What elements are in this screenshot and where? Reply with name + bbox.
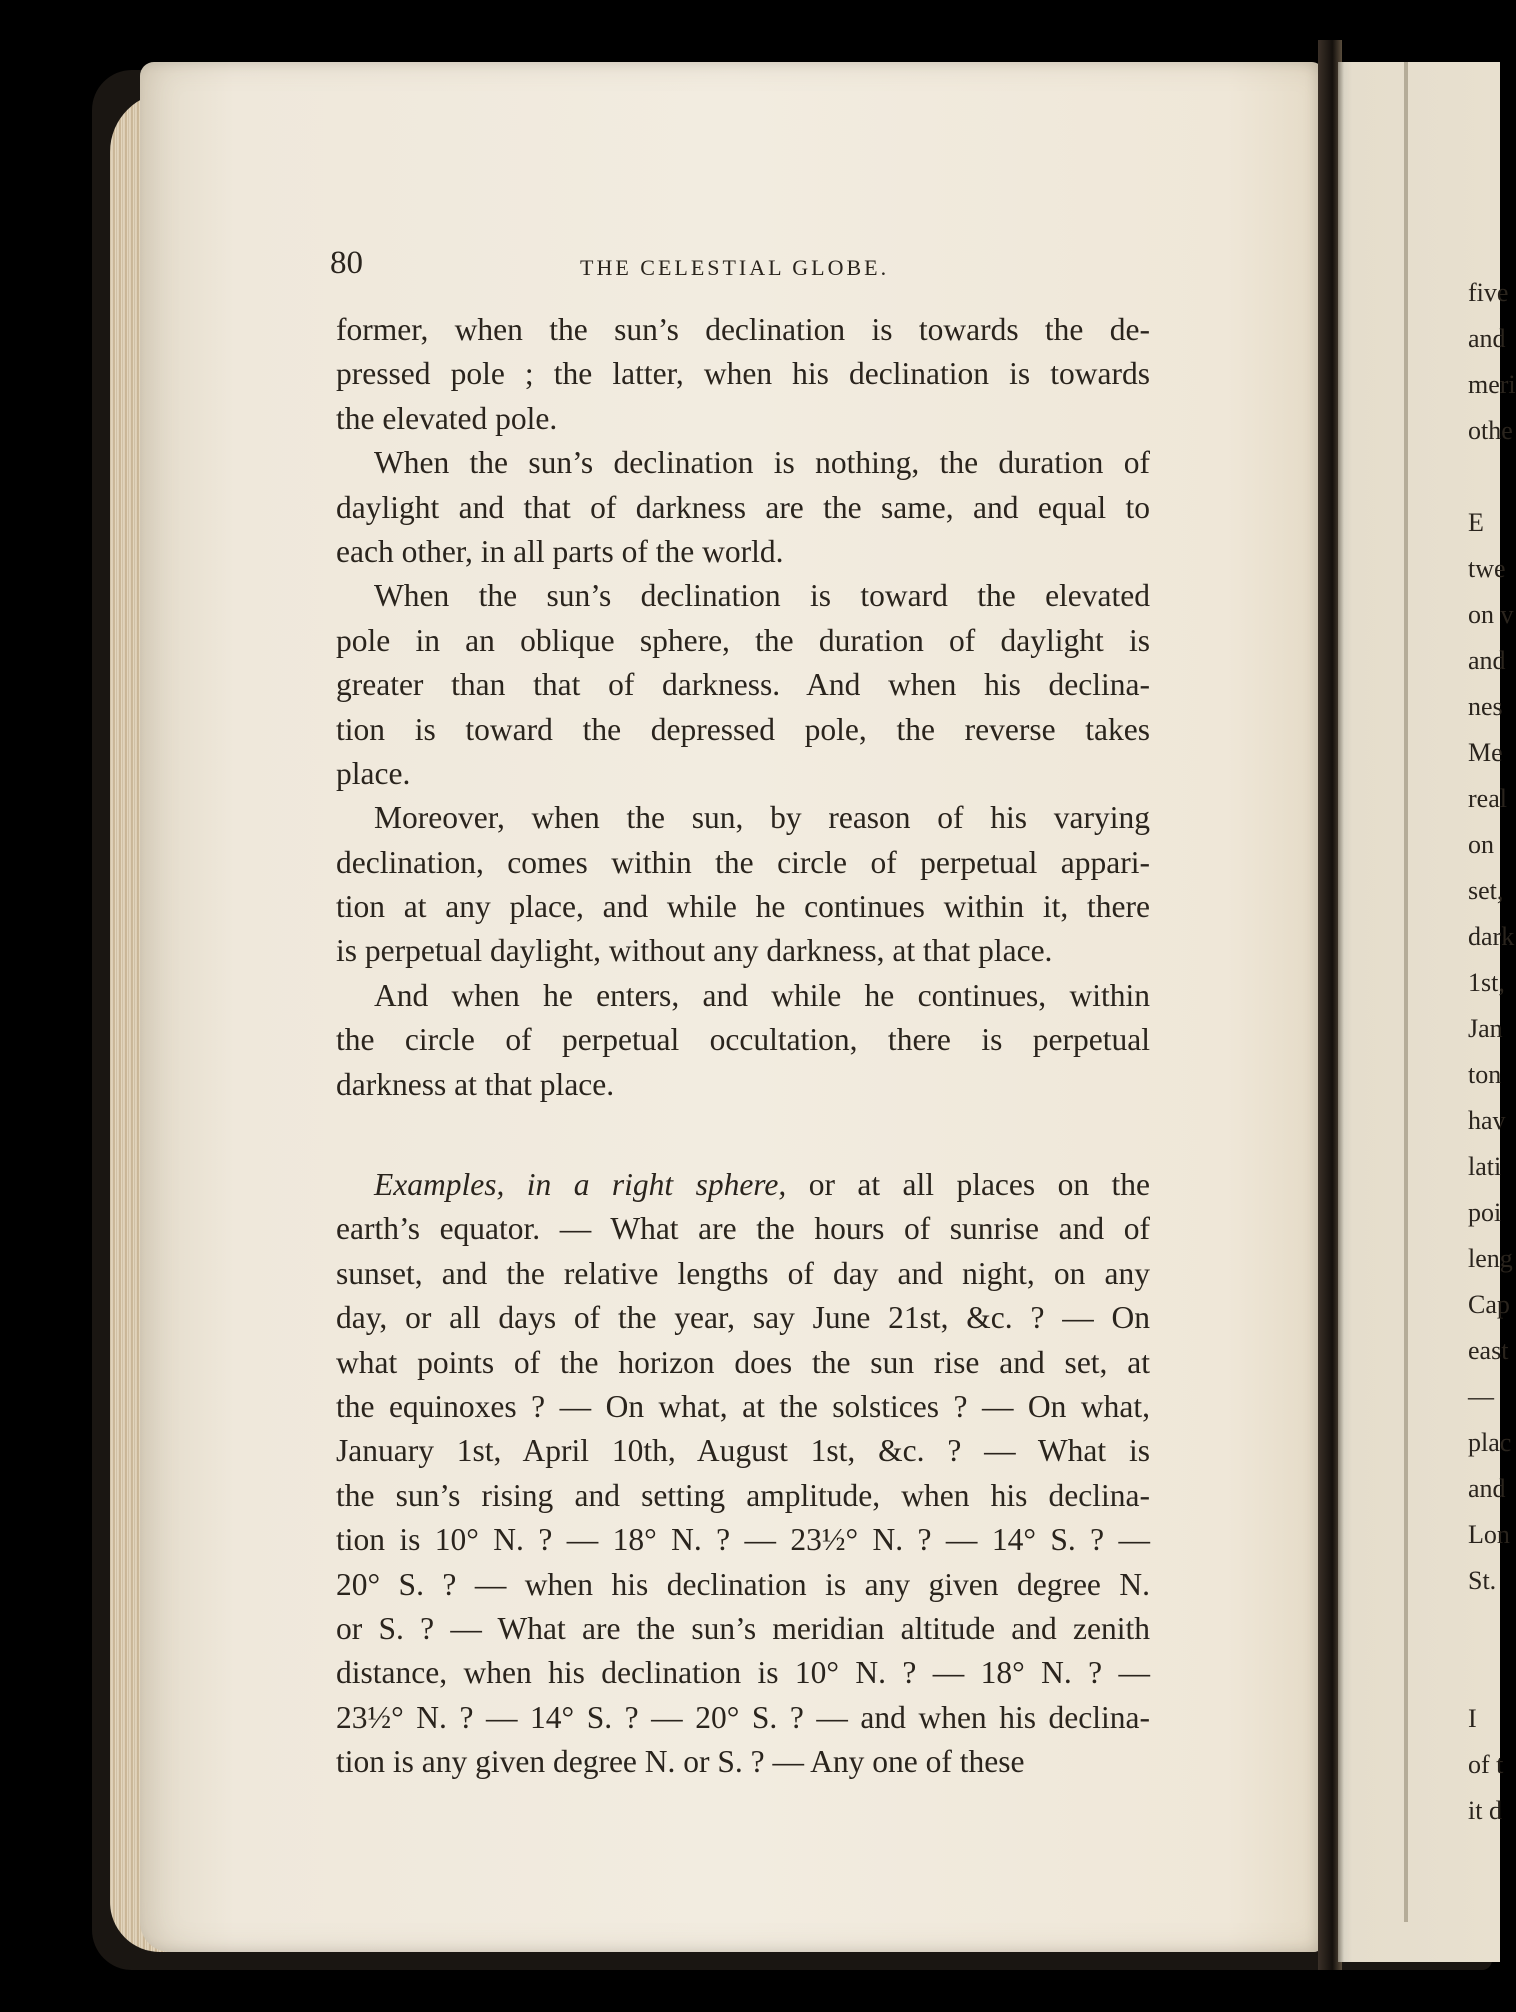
facing-page-fragment: and [1468,324,1506,353]
paragraph [336,974,1150,1107]
facing-page-fragment: poi [1468,1198,1502,1227]
text-line: 23½° N. ? — 14° S. ? — 20° S. ? — and when his declina- [336,1699,1150,1735]
facing-page-fragment: othe [1468,416,1513,445]
text-line [336,1163,1150,1207]
text-line: When the sun’s declination is toward the elevated [374,578,1150,614]
facing-page-fragment: it d [1468,1796,1502,1825]
text-line: the equinoxes ? — On what, at the solstices ? — On what, [336,1388,1150,1424]
paragraph [336,574,1150,796]
text-line: greater than that of darkness. And when his declina- [336,667,1150,703]
text-line: When the sun’s declination is nothing, the duration of [374,445,1150,481]
facing-page-fragment: ton [1468,1060,1502,1089]
facing-page-fragment: set, [1468,876,1504,905]
text-line: declination, comes within the circle of perpetual appari- [336,844,1150,880]
facing-page-rule [1404,62,1408,1922]
text-line: earth’s equator. — What are the hours of sunrise and of [336,1211,1150,1247]
text-line: sunset, and the relative lengths of day and night, on any [336,1255,1150,1291]
text-line: the sun’s rising and setting amplitude, when his declina- [336,1477,1150,1513]
facing-page-fragment: plac [1468,1428,1512,1457]
facing-page-fragment: east [1468,1336,1509,1365]
facing-page-fragment: Lon [1468,1520,1510,1549]
text-line: former, when the sun’s declination is towards the de- [336,312,1150,347]
facing-page-fragment: Jan [1468,1014,1503,1043]
text-line: And when he enters, and while he continues, within [374,977,1150,1013]
facing-page-fragment: real [1468,784,1507,813]
facing-page-fragment [1468,454,1508,500]
paragraph [336,308,1150,441]
text-line: or S. ? — What are the sun’s meridian altitude and zenith [336,1610,1150,1646]
facing-page-fragment: hav [1468,1106,1506,1135]
facing-page-fragment [1468,1604,1508,1650]
text-line: darkness at that place. [336,1066,615,1102]
running-head: THE CELESTIAL GLOBE. [580,255,890,280]
facing-page-fragment: and [1468,646,1506,675]
facing-page-fragment: five [1468,278,1509,307]
text-line: tion is toward the depressed pole, the reverse takes [336,711,1150,747]
text-line: Moreover, when the sun, by reason of his varying [374,800,1150,836]
facing-page-fragment: 1st, [1468,968,1505,997]
text-line: the elevated pole. [336,400,558,436]
text-line: daylight and that of darkness are the same, and equal to [336,489,1150,525]
text-line: distance, when his declination is 10° N. ? — 18° N. ? — [336,1655,1150,1691]
facing-page-fragment: twe [1468,554,1506,583]
facing-page-fragment: E [1468,508,1484,537]
section-gap [336,1107,1150,1163]
facing-page-fragment: leng [1468,1244,1513,1273]
text-line: day, or all days of the year, say June 21st, &c. ? — On [336,1300,1150,1336]
text-line: the circle of perpetual occultation, there is perpetual [336,1022,1150,1058]
paragraph [336,796,1150,974]
text-line: pressed pole ; the latter, when his declination is towards [336,356,1150,392]
facing-page-fragment: and [1468,1474,1506,1503]
facing-page-fragment: of t [1468,1750,1504,1779]
facing-page-fragment: on v [1468,600,1514,629]
text-line: 20° S. ? — when his declination is any given degree N. [336,1566,1150,1602]
text-line: tion at any place, and while he continues within it, there [336,889,1150,925]
text-line: tion is any given degree N. or S. ? — Any one of these [336,1744,1025,1780]
facing-page-fragment: dark [1468,922,1515,951]
facing-page-fragment [1468,1650,1508,1696]
facing-page-fragment: nes [1468,692,1503,721]
facing-page-fragment: I [1468,1704,1477,1733]
text-line: is perpetual daylight, without any darkness, at that place. [336,933,1053,969]
text-line: place. [336,755,411,791]
facing-page-fragment: — [1468,1382,1494,1411]
text-line: what points of the horizon does the sun rise and set, at [336,1344,1150,1380]
facing-page-fragment: meri [1468,370,1516,399]
text-line: pole in an oblique sphere, the duration of daylight is [336,622,1150,658]
facing-page-fragment: on [1468,830,1494,859]
examples-first-line-rest: or at all places on the [786,1167,1150,1203]
page-header [330,245,1160,285]
facing-page-fragment: lati [1468,1152,1502,1181]
examples-heading: Examples, in a right sphere, [374,1167,787,1203]
text-line: January 1st, April 10th, August 1st, &c. ? — What is [336,1433,1150,1469]
page-number: 80 [330,245,363,281]
paragraph [336,441,1150,574]
examples-paragraph [336,1163,1150,1784]
facing-page-fragment: St. [1468,1566,1497,1595]
body-text [336,308,1150,1785]
facing-page-text [1468,270,1516,1825]
facing-page-fragment: Cap [1468,1290,1510,1319]
text-line: tion is 10° N. ? — 18° N. ? — 23½° N. ? — 14° S. ? — [336,1522,1150,1558]
text-line: each other, in all parts of the world. [336,533,784,569]
facing-page-fragment: Me [1468,738,1503,767]
